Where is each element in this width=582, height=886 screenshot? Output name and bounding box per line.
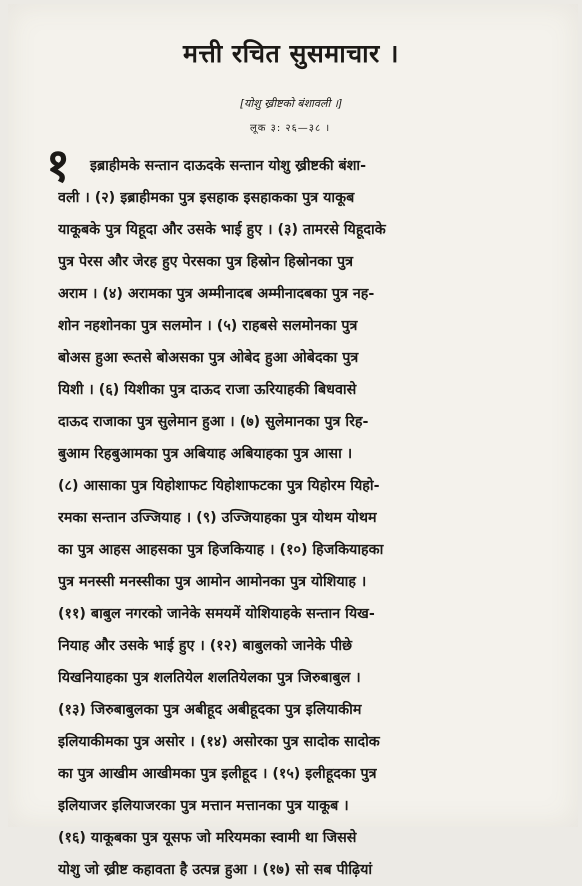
text-line: बुआम रिहबुआमका पुत्र अबियाह अबियाहका पुत्र आसा । — [58, 446, 353, 462]
text-line: इब्राहीमके सन्तान दाऊदके सन्तान योशु ख्रीष्टकी बंशा- — [90, 158, 367, 174]
text-line: वली । (२) इब्राहीमका पुत्र इसहाक इसहाकका पुत्र याकूब — [58, 190, 355, 206]
text-line: याकूबके पुत्र यिहूदा और उसके भाई हुए । (३) तामरसे यिहूदाके — [58, 222, 386, 238]
text-line: इलियाकीमका पुत्र असोर । (१४) असोरका पुत्र सादोक सादोक — [58, 734, 380, 750]
text-line: योशु जो ख्रीष्ट कहावता है उत्पन्न हुआ । (१७) सो सब पीढ़ियां — [58, 862, 373, 878]
text-line: का पुत्र आखीम आखीमका पुत्र इलीहूद । (१५) इलीहूदका पुत्र — [58, 766, 377, 782]
cross-reference: लूक ३: २६—३८ । — [250, 123, 331, 134]
text-line: रमका सन्तान उज्जियाह । (९) उज्जियाहका पुत्र योथम योथम — [58, 510, 377, 526]
text-line: यिखनियाहका पुत्र शलतियेल शलतियेलका पुत्र जिरुबाबुल । — [58, 670, 361, 686]
chapter-number: १ — [46, 138, 70, 192]
text-line: (११) बाबुल नगरको जानेके समयमें योशियाहके सन्तान यिख- — [58, 606, 375, 622]
text-line: पुत्र मनस्सी मनस्सीका पुत्र आमोन आमोनका पुत्र योशियाह । — [58, 574, 367, 590]
text-line: नियाह और उसके भाई हुए । (१२) बाबुलको जानेके पीछे — [58, 638, 353, 654]
text-line: (१३) जिरुबाबुलका पुत्र अबीहूद अबीहूदका पुत्र इलियाकीम — [58, 702, 362, 718]
text-line: का पुत्र आहस आहसका पुत्र हिजकियाह । (१०) हिजकियाहका — [58, 542, 384, 558]
text-line: इलियाजर इलियाजरका पुत्र मत्तान मत्तानका पुत्र याकूब । — [58, 798, 349, 814]
text-line: बोअस हुआ रूतसे बोअसका पुत्र ओबेद हुआ ओबेदका पुत्र — [58, 350, 359, 366]
text-line: (१६) याकूबका पुत्र यूसफ जो मरियमका स्वामी था जिससे — [58, 830, 357, 846]
text-line: (८) आसाका पुत्र यिहोशाफट यिहोशाफटका पुत्र यिहोरम यिहो- — [58, 478, 380, 494]
body-text — [58, 150, 548, 886]
page-title: मत्ती रचित सुसमाचार । — [183, 39, 399, 68]
text-line: दाऊद राजाका पुत्र सुलेमान हुआ । (७) सुलेमानका पुत्र रिह- — [58, 414, 369, 430]
section-subtitle: [योशु ख्रीष्टको बंशावली ।] — [239, 97, 343, 110]
text-line: पुत्र पेरस और जेरह हुए पेरसका पुत्र हिस्रोन हिस्रोनका पुत्र — [58, 254, 353, 270]
text-line: यिशी । (६) यिशीका पुत्र दाऊद राजा ऊरियाहकी बिधवासे — [58, 382, 357, 398]
text-line: शोन नहशोनका पुत्र सलमोन । (५) राहबसे सलमोनका पुत्र — [58, 318, 358, 334]
text-line: अराम । (४) अरामका पुत्र अम्मीनादब अम्मीनादबका पुत्र नह- — [58, 286, 375, 302]
